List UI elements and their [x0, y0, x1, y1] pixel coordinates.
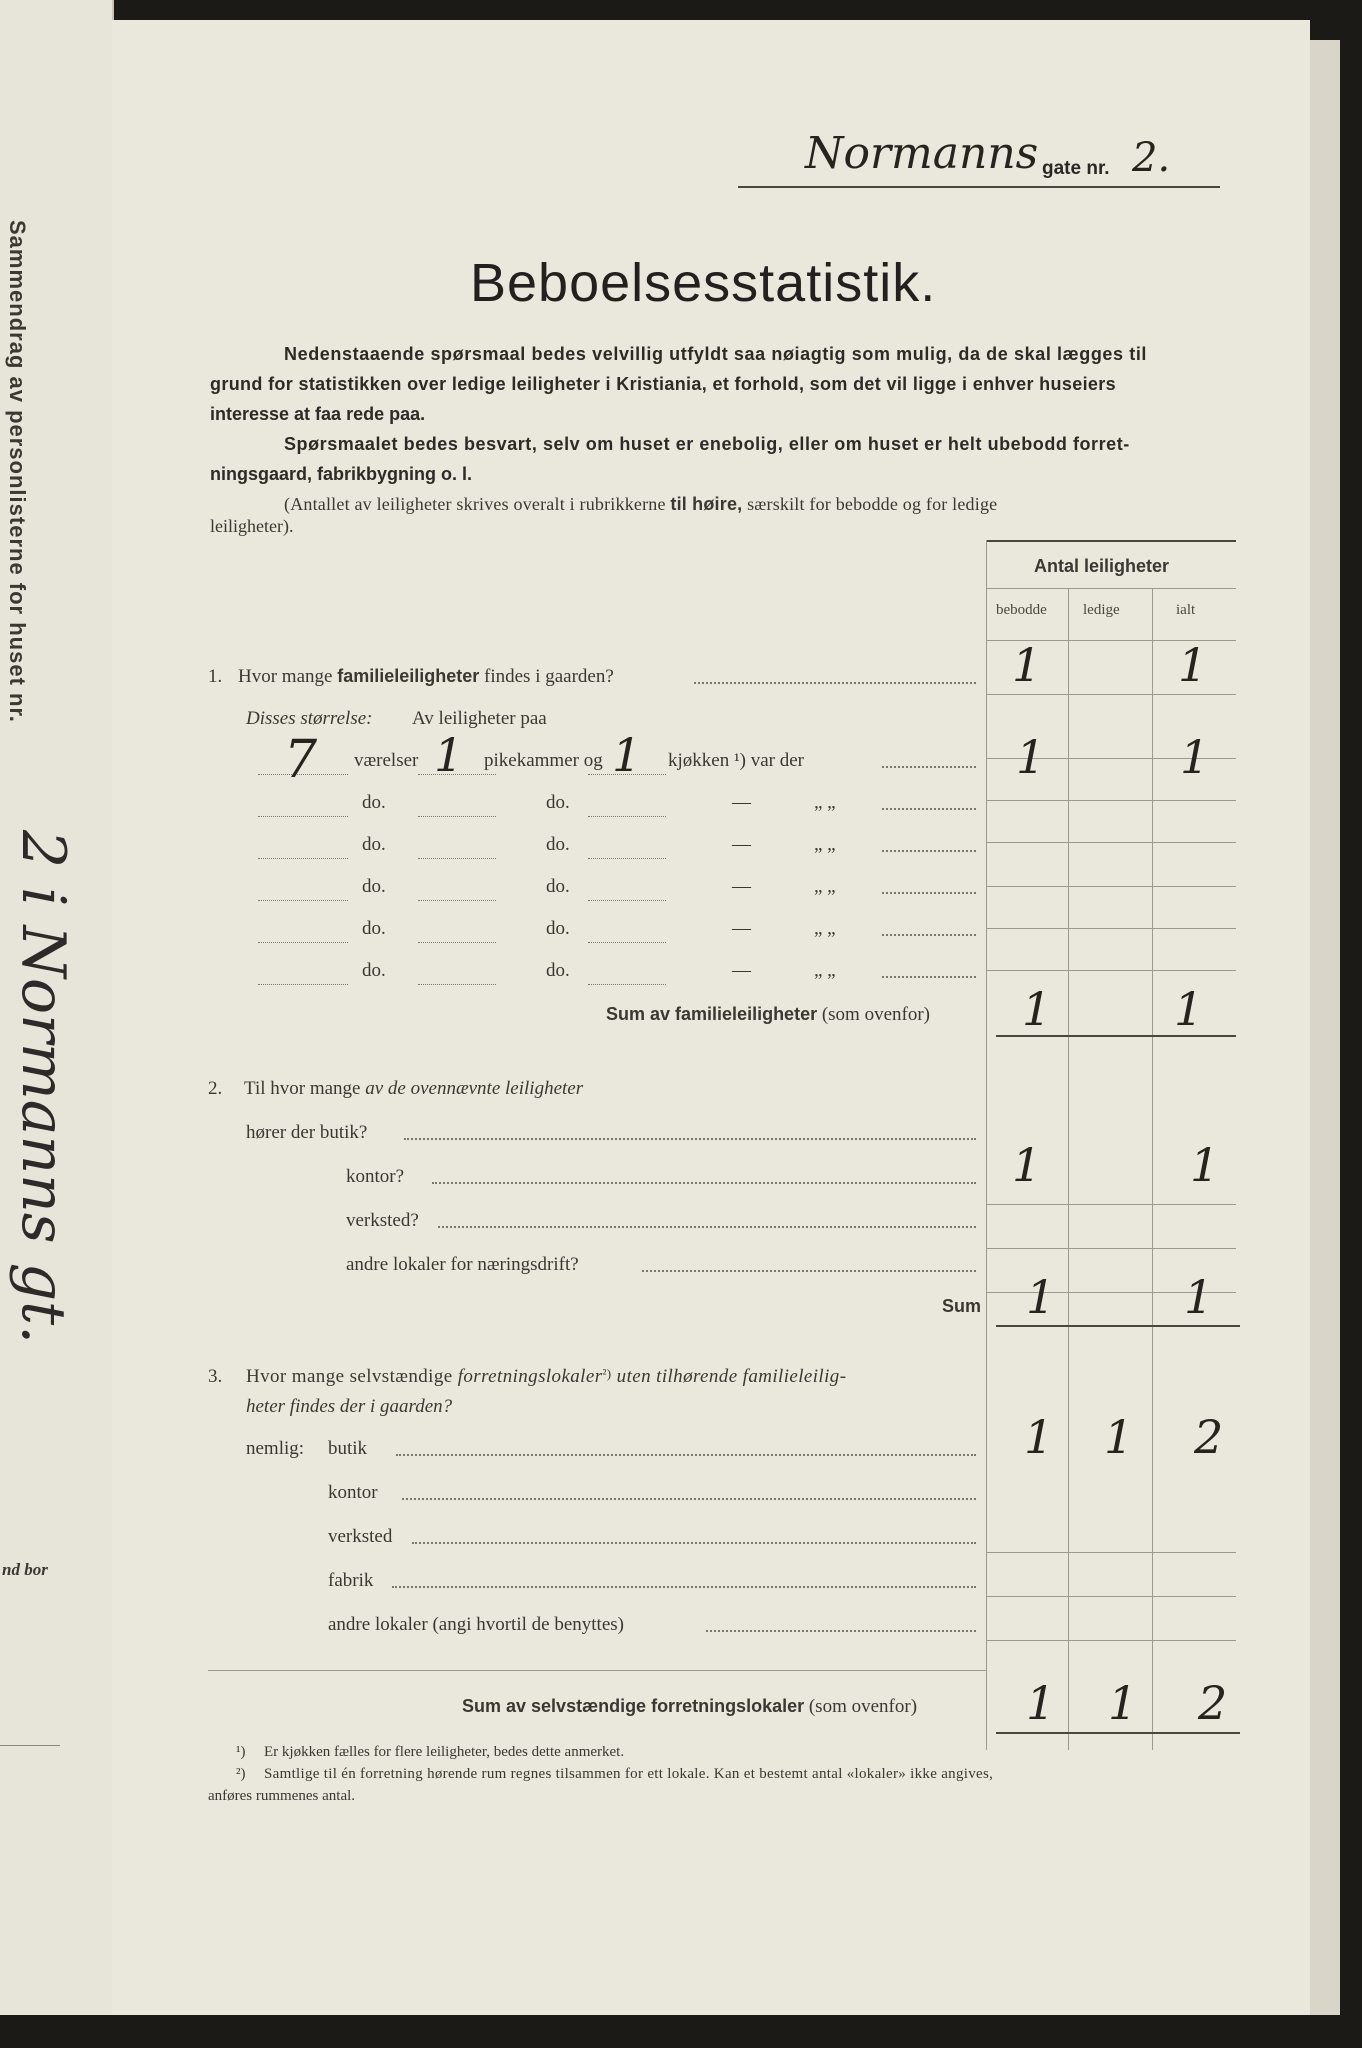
q1-number: 1.	[208, 666, 223, 687]
row-rule	[986, 928, 1236, 929]
q1-text-bold: familieleiligheter	[337, 666, 480, 686]
page-title: Beboelsesstatistik.	[470, 253, 937, 313]
q3-butik-ialt: 2	[1194, 1410, 1224, 1464]
table-title: Antal leiligheter	[1034, 556, 1170, 576]
blank	[418, 900, 496, 901]
intro-note-text: (Antallet av leiligheter skrives overalt i rubrikkerne	[284, 494, 666, 514]
q1-bebodde-answer: 1	[1012, 638, 1042, 692]
blank	[418, 816, 496, 817]
q3-number: 3.	[208, 1366, 223, 1387]
row-rule	[986, 970, 1236, 971]
q1-sum-bebodde: 1	[1022, 982, 1052, 1036]
row-rule	[986, 1552, 1236, 1553]
q1-question	[238, 666, 614, 688]
q2-text-italic: av de ovennævnte leiligheter	[365, 1078, 584, 1099]
blank	[588, 900, 666, 901]
q1-text-post: findes i gaarden?	[484, 666, 614, 687]
q2-number: 2.	[208, 1078, 223, 1099]
q2-kontor-bebodde: 1	[1012, 1138, 1042, 1192]
footnote-1: Er kjøkken fælles for flere leiligheter, bedes dette anmerket.	[264, 1744, 625, 1760]
table-title-rule	[986, 588, 1236, 589]
rooms-handwritten: 7	[284, 730, 318, 790]
do-label: do.	[362, 960, 386, 981]
q3-butik-ledige: 1	[1104, 1410, 1134, 1464]
blank	[418, 942, 496, 943]
q3-fabrik: fabrik	[328, 1570, 374, 1591]
q3-sum-bold: Sum av selvstændige forretningslokaler	[462, 1696, 805, 1716]
row1-ialt-answer: 1	[1180, 730, 1210, 784]
do-label: do.	[362, 918, 386, 939]
intro-line-4: Spørsmaalet bedes besvart, selv om huset er enebolig, eller om huset er helt ubebodd forret-	[284, 434, 1130, 454]
leader-dots	[882, 808, 976, 810]
q3-andre: andre lokaler (angi hvortil de benyttes)	[328, 1614, 624, 1635]
q3-verksted: verksted	[328, 1526, 393, 1547]
row-rule	[986, 1596, 1236, 1597]
q2-kontor-ialt: 1	[1190, 1138, 1220, 1192]
intro-note-text-2: særskilt for bebodde og for ledige	[747, 494, 998, 514]
blank	[588, 858, 666, 859]
do-label: do.	[362, 792, 386, 813]
q2-sum-label: Sum	[942, 1296, 982, 1316]
q3-sum-label	[462, 1696, 917, 1718]
leader-dots	[438, 1226, 976, 1228]
q1-text-pre: Hvor mange	[238, 666, 333, 687]
intro-line-1: Nedenstaaende spørsmaal bedes velvillig utfyldt saa nøiagtig som mulig, da de skal lægges til	[284, 344, 1148, 364]
intro-line-5: ningsgaard, fabrikbygning o. l.	[210, 464, 473, 484]
q3-nemlig: nemlig:	[246, 1438, 305, 1459]
dash: —	[732, 792, 751, 813]
gate-nr-label: gate nr.	[1042, 158, 1110, 179]
table-top-rule	[986, 540, 1236, 542]
q3-sum-rest: (som ovenfor)	[808, 1696, 918, 1717]
q2-sum-ialt: 1	[1184, 1270, 1214, 1324]
street-underline	[738, 186, 1220, 188]
q3-sum-ialt: 2	[1198, 1676, 1228, 1730]
dash: —	[732, 834, 751, 855]
do-label: do.	[362, 834, 386, 855]
row-rule	[986, 694, 1236, 695]
dash: —	[732, 918, 751, 939]
q2-kontor: kontor?	[346, 1166, 405, 1187]
col-line-2	[1152, 588, 1153, 1750]
q3-sum-ledige: 1	[1108, 1676, 1138, 1730]
do-label: do.	[546, 960, 570, 981]
row-rule	[986, 1640, 1236, 1641]
intro-line-2: grund for statistikken over ledige leiligheter i Kristiania, et forhold, som det vil ligge i enhver huseiers	[210, 374, 1117, 394]
col-line-1	[1068, 588, 1069, 1750]
vaerelser-label: værelser	[354, 750, 419, 771]
left-page-rule	[0, 1745, 60, 1746]
q1-sum-rest: (som ovenfor)	[821, 1004, 930, 1025]
do-label: do.	[546, 876, 570, 897]
dash: —	[732, 876, 751, 897]
intro-line-6	[284, 494, 997, 515]
q2-question	[244, 1078, 583, 1100]
q3-text-pre: Hvor mange selvstændige	[246, 1366, 453, 1387]
q1-sum-ialt: 1	[1174, 982, 1204, 1036]
leader-dots	[404, 1138, 976, 1140]
blank	[588, 816, 666, 817]
footnote-1-mark: ¹)	[236, 1744, 246, 1760]
ditto-marks: „ „	[814, 960, 836, 981]
q3-sum-bebodde: 1	[1026, 1676, 1056, 1730]
leader-dots	[694, 682, 976, 684]
left-page-strip	[0, 0, 114, 2015]
q2-sum-bebodde: 1	[1026, 1270, 1056, 1324]
q1-ialt-answer: 1	[1178, 638, 1208, 692]
form-page	[112, 20, 1310, 2015]
col-header-bebodde: bebodde	[996, 602, 1047, 618]
q3-butik-bebodde: 1	[1024, 1410, 1054, 1464]
q1-sum-bold: Sum av familieleiligheter	[606, 1004, 818, 1024]
q2-butik: hører der butik?	[246, 1122, 368, 1143]
row-rule	[986, 1248, 1236, 1249]
blank	[588, 984, 666, 985]
blank	[588, 942, 666, 943]
col-header-ialt: ialt	[1176, 602, 1196, 618]
left-page-fragment: nd bor	[2, 1560, 48, 1579]
do-label: do.	[546, 792, 570, 813]
footnote-2-cont: anføres rummenes antal.	[208, 1788, 356, 1804]
leader-dots	[642, 1270, 976, 1272]
leader-dots	[402, 1498, 976, 1500]
ditto-marks: „ „	[814, 876, 836, 897]
row-rule	[986, 842, 1236, 843]
do-label: do.	[546, 834, 570, 855]
q3-butik: butik	[328, 1438, 368, 1459]
left-page-handwriting: 2 i Normanns gt.	[8, 830, 78, 1345]
blank	[258, 816, 348, 817]
row-rule	[986, 800, 1236, 801]
do-label: do.	[362, 876, 386, 897]
q3-question-cont: heter findes der i gaarden?	[246, 1396, 453, 1417]
sum-rule-q3	[996, 1732, 1240, 1734]
ditto-marks: „ „	[814, 918, 836, 939]
leader-dots	[412, 1542, 976, 1544]
gate-number-handwritten: 2.	[1132, 135, 1171, 181]
pikekammer-label: pikekammer og	[484, 750, 603, 771]
blank	[258, 984, 348, 985]
ditto-marks: „ „	[814, 792, 836, 813]
ditto-marks: „ „	[814, 834, 836, 855]
leader-dots	[882, 976, 976, 978]
intro-line-7: leiligheter).	[210, 516, 294, 536]
kjokken-label: kjøkken ¹) var der	[668, 750, 805, 771]
pike-handwritten: 1	[434, 728, 464, 782]
street-name-handwritten: Normanns	[805, 128, 1039, 179]
q3-separator-rule	[208, 1670, 986, 1671]
q2-text-pre: Til hvor mange	[244, 1078, 361, 1099]
dash: —	[732, 960, 751, 981]
q1-size-label: Disses størrelse:	[246, 708, 373, 729]
col-line-left	[986, 540, 987, 1750]
footnote-2-mark: ²)	[236, 1766, 246, 1782]
col-header-ledige: ledige	[1083, 602, 1120, 618]
q1-sum-label	[606, 1004, 930, 1026]
left-page-spine-text: Sammendrag av personlisterne for huset nr.	[5, 220, 30, 723]
row1-bebodde-answer: 1	[1016, 730, 1046, 784]
blank	[418, 858, 496, 859]
q3-question	[246, 1366, 846, 1388]
intro-line-3: interesse at faa rede paa.	[210, 404, 426, 424]
q3-kontor: kontor	[328, 1482, 378, 1503]
q2-verksted: verksted?	[346, 1210, 419, 1231]
leader-dots	[392, 1586, 976, 1588]
row-rule	[986, 1204, 1236, 1205]
leader-dots	[882, 892, 976, 894]
intro-note-bold: til høire,	[670, 494, 743, 514]
row-rule	[986, 886, 1236, 887]
q2-andre: andre lokaler for næringsdrift?	[346, 1254, 579, 1275]
footnote-2: Samtlige til én forretning hørende rum regnes tilsammen for ett lokale. Kan et bestemt antal «lokaler» ikke angives,	[264, 1766, 994, 1782]
q3-text-italic-2: uten tilhørende familieleilig-	[616, 1366, 847, 1387]
q3-footnote-ref: ²)	[602, 1366, 612, 1381]
do-label: do.	[546, 918, 570, 939]
leader-dots	[882, 934, 976, 936]
leader-dots	[432, 1182, 976, 1184]
blank	[258, 942, 348, 943]
sum-rule-q2	[996, 1325, 1240, 1327]
blank	[258, 900, 348, 901]
kjokken-handwritten: 1	[612, 728, 642, 782]
leader-dots	[882, 766, 976, 768]
blank	[418, 984, 496, 985]
q3-text-italic: forretningslokaler	[457, 1366, 603, 1387]
blank	[258, 858, 348, 859]
leader-dots	[882, 850, 976, 852]
leader-dots	[396, 1454, 976, 1456]
leader-dots	[706, 1630, 976, 1632]
page-edge	[1310, 40, 1340, 2015]
q1-size-text: Av leiligheter paa	[412, 708, 547, 729]
